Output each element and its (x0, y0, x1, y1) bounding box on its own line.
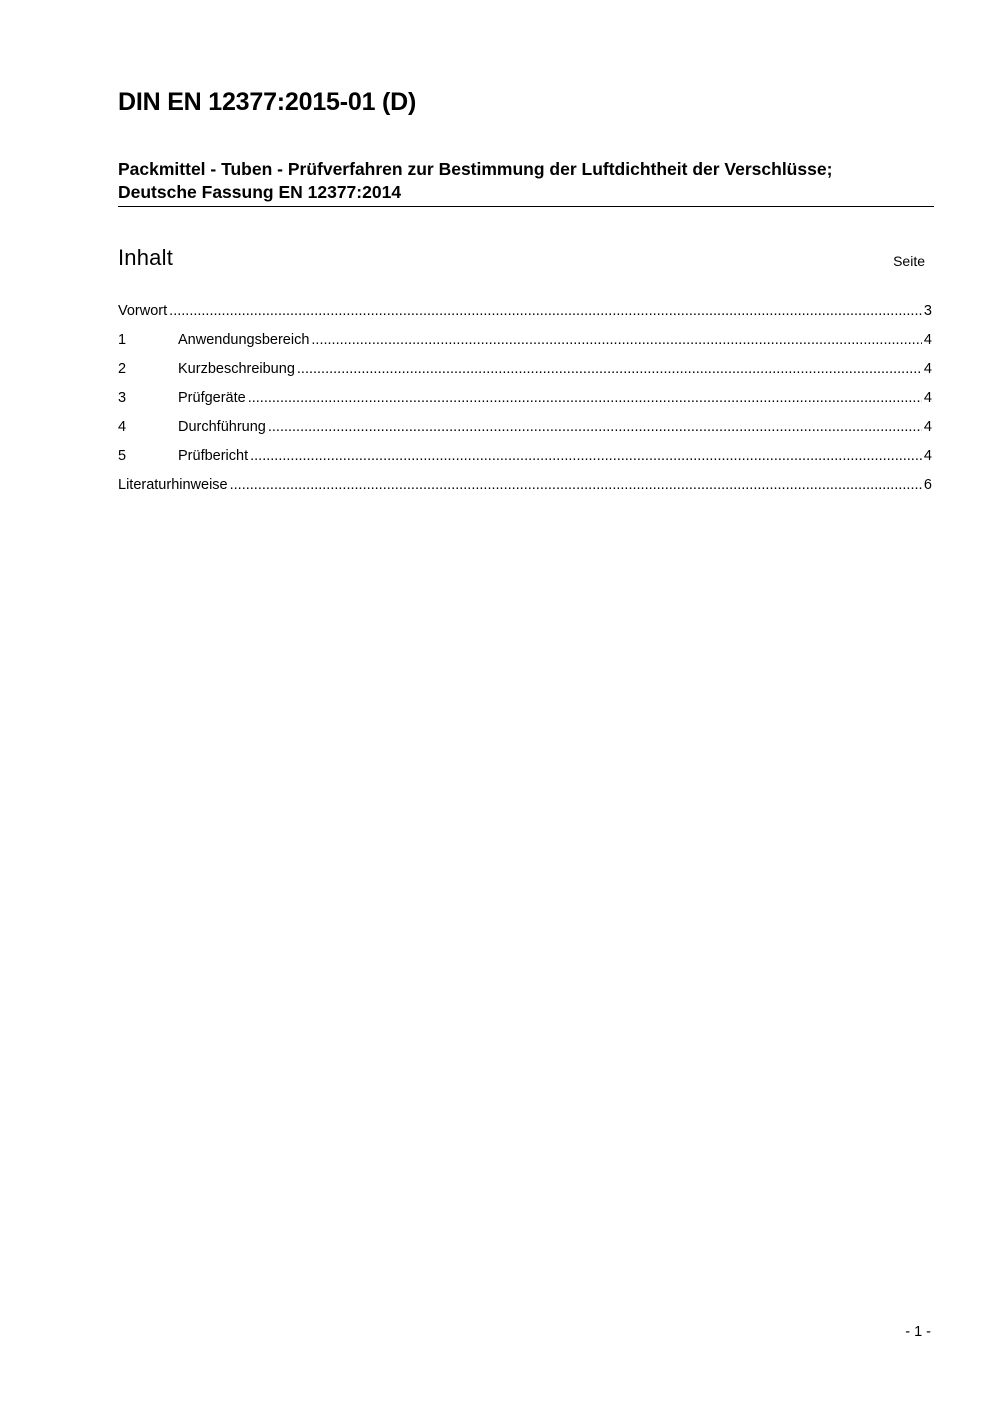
toc-entry-pruefgeraete[interactable] (118, 388, 932, 417)
toc-entry-label: Vorwort (118, 303, 168, 319)
toc-dot-leader (230, 475, 922, 495)
toc-entry-page: 3 (923, 303, 932, 319)
toc-entry-label: Literaturhinweise (118, 477, 228, 493)
toc-entry-number: 2 (118, 361, 127, 377)
table-of-contents (118, 301, 932, 504)
toc-entry-page: 4 (923, 448, 932, 464)
document-subtitle: Packmittel - Tuben - Prüfverfahren zur Bestimmung der Luftdichtheit der Verschlüsse; Deutsche Fassung EN 12377:2014 (118, 159, 833, 202)
toc-dot-leader (169, 301, 922, 321)
toc-entry-label: Prüfgeräte (178, 390, 246, 406)
toc-entry-durchfuehrung[interactable] (118, 417, 932, 446)
toc-entry-label: Prüfbericht (178, 448, 249, 464)
title-divider (118, 206, 934, 207)
toc-dot-leader (268, 417, 922, 437)
toc-dot-leader (297, 359, 922, 379)
toc-dot-leader (311, 330, 922, 350)
toc-entry-page: 4 (923, 419, 932, 435)
toc-entry-label: Durchführung (178, 419, 266, 435)
toc-entry-literaturhinweise[interactable] (118, 475, 932, 504)
toc-dot-leader (250, 446, 922, 466)
toc-entry-number: 4 (118, 419, 127, 435)
toc-entry-kurzbeschreibung[interactable] (118, 359, 932, 388)
toc-page-column-label: Seite (893, 253, 925, 269)
toc-entry-label: Anwendungsbereich (178, 332, 310, 348)
toc-dot-leader (248, 388, 922, 408)
toc-entry-vorwort[interactable] (118, 301, 932, 330)
toc-entry-label: Kurzbeschreibung (178, 361, 295, 377)
toc-entry-page: 4 (923, 390, 932, 406)
toc-entry-page: 4 (923, 361, 932, 377)
toc-entry-page: 6 (923, 477, 932, 493)
toc-entry-number: 5 (118, 448, 127, 464)
toc-entry-page: 4 (923, 332, 932, 348)
toc-entry-number: 1 (118, 332, 127, 348)
page-number: - 1 - (905, 1324, 931, 1340)
toc-entry-number: 3 (118, 390, 127, 406)
toc-heading: Inhalt (118, 245, 174, 270)
document-id: DIN EN 12377:2015-01 (D) (118, 88, 417, 116)
toc-entry-pruefbericht[interactable] (118, 446, 932, 475)
toc-entry-anwendungsbereich[interactable] (118, 330, 932, 359)
